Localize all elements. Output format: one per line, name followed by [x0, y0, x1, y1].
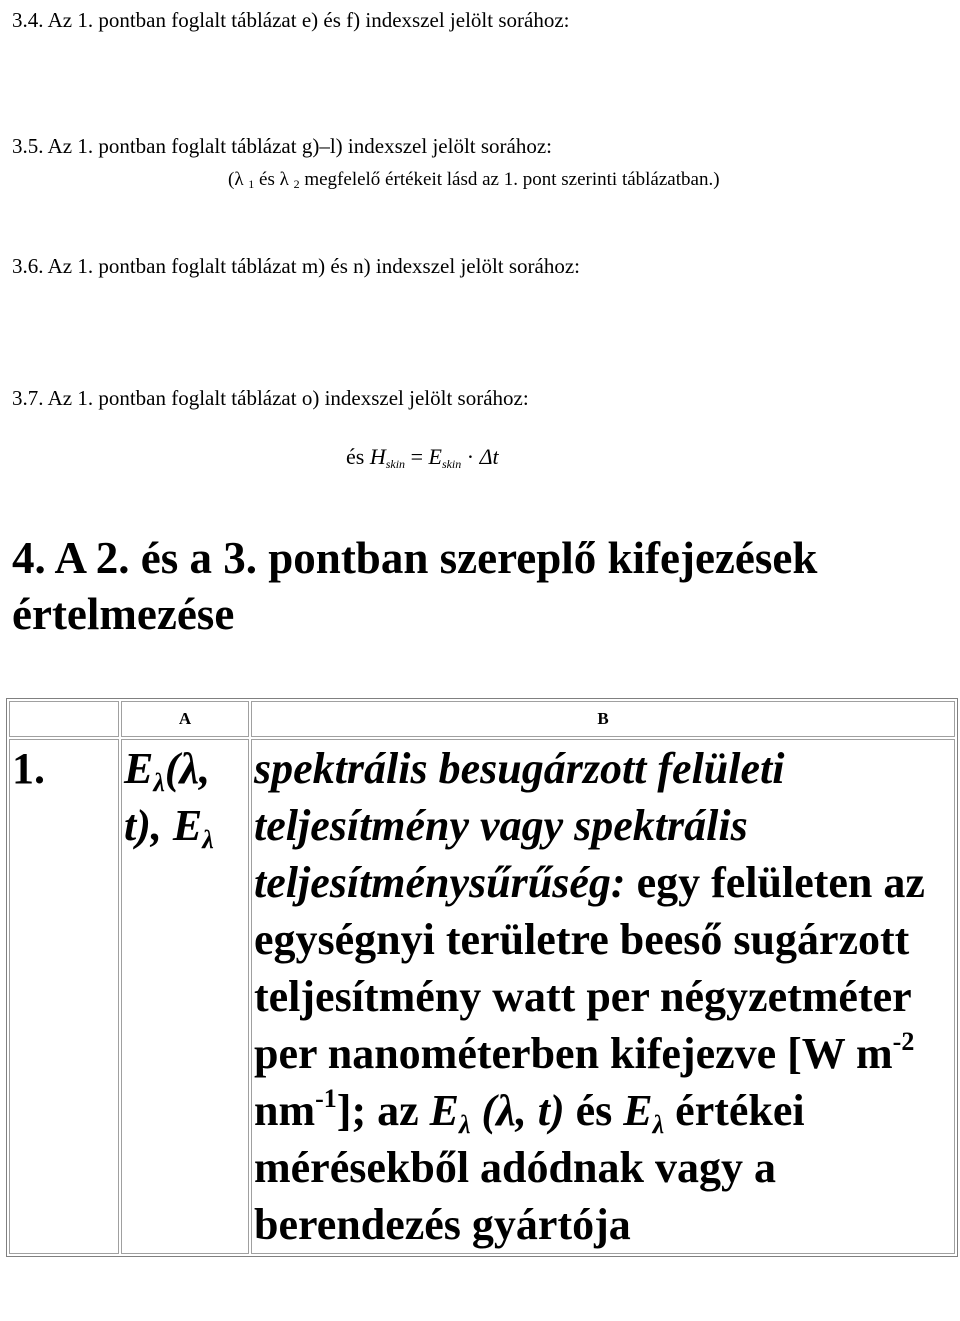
- section-3-5-note: [228, 168, 720, 192]
- def-text-4: értékei mérésekből adódnak vagy a berendezés gyártója: [254, 1086, 805, 1249]
- def-exp-2: -1: [315, 1084, 337, 1113]
- sym-e: E: [124, 744, 154, 793]
- eq-equals: =: [410, 444, 423, 469]
- note-rest: megfelelő értékeit lásd az 1. pont szerinti táblázatban.): [304, 169, 720, 190]
- def-lambda-4: λ: [652, 1110, 665, 1139]
- section-4-heading: 4. A 2. és a 3. pontban szereplő kifejezések értelmezése: [12, 533, 818, 639]
- def-lambda-3: λ: [459, 1110, 471, 1139]
- skin-exposure-equation: [346, 444, 499, 470]
- def-text-3: ]; az: [336, 1086, 430, 1135]
- table-row: [9, 739, 955, 1254]
- def-args-3: (λ, t): [470, 1086, 565, 1135]
- note-mid: és λ: [259, 169, 289, 190]
- section-3-7: 3.7. Az 1. pontban foglalt táblázat o) indexszel jelölt sorához:: [12, 386, 529, 410]
- eq-rhs-sub: skin: [441, 457, 462, 471]
- note-sub-2: 2: [293, 177, 300, 191]
- def-e-4: E: [623, 1086, 653, 1135]
- section-3-5: 3.5. Az 1. pontban foglalt táblázat g)–l) indexszel jelölt sorához:: [12, 134, 553, 158]
- eq-lhs: H: [369, 444, 386, 469]
- note-sub-1: 1: [248, 177, 255, 191]
- def-e-3: E: [429, 1086, 459, 1135]
- eq-lhs-sub: skin: [385, 457, 406, 471]
- header-empty-cell: [9, 701, 119, 737]
- def-and: és: [564, 1086, 624, 1135]
- section-3-6: 3.6. Az 1. pontban foglalt táblázat m) és n) indexszel jelölt sorához:: [12, 254, 581, 278]
- def-term: spektrális besugárzott felületi teljesítmény vagy spektrális teljesítménysűrűség:: [254, 744, 785, 907]
- eq-rhs: E: [428, 444, 442, 469]
- row-symbol: [121, 739, 249, 1254]
- eq-dt: Δt: [479, 444, 499, 469]
- row-number: 1.: [9, 739, 119, 1254]
- header-col-a: A: [121, 701, 249, 737]
- def-exp-1: -2: [892, 1027, 915, 1056]
- def-text-1: egy felületen az egységnyi területre beeső sugárzott teljesítmény watt per négyzetméter per nanométerben kifejezve [W m: [254, 858, 925, 1078]
- sym-args: (λ, t),: [124, 744, 211, 850]
- header-col-b: B: [251, 701, 955, 737]
- section-3-4: 3.4. Az 1. pontban foglalt táblázat e) és f) indexszel jelölt sorához:: [12, 8, 570, 32]
- sym-lambda-2: λ: [202, 825, 214, 854]
- eq-dot: ·: [466, 444, 475, 469]
- eq-prefix: és: [346, 444, 365, 469]
- definitions-table: [6, 698, 958, 1257]
- sym-e-2: E: [172, 801, 203, 850]
- table-header-row: [9, 701, 955, 737]
- note-open: (λ: [228, 169, 244, 190]
- def-text-2: nm: [254, 1086, 316, 1135]
- sym-lambda: λ: [153, 768, 165, 797]
- row-definition: [251, 739, 955, 1254]
